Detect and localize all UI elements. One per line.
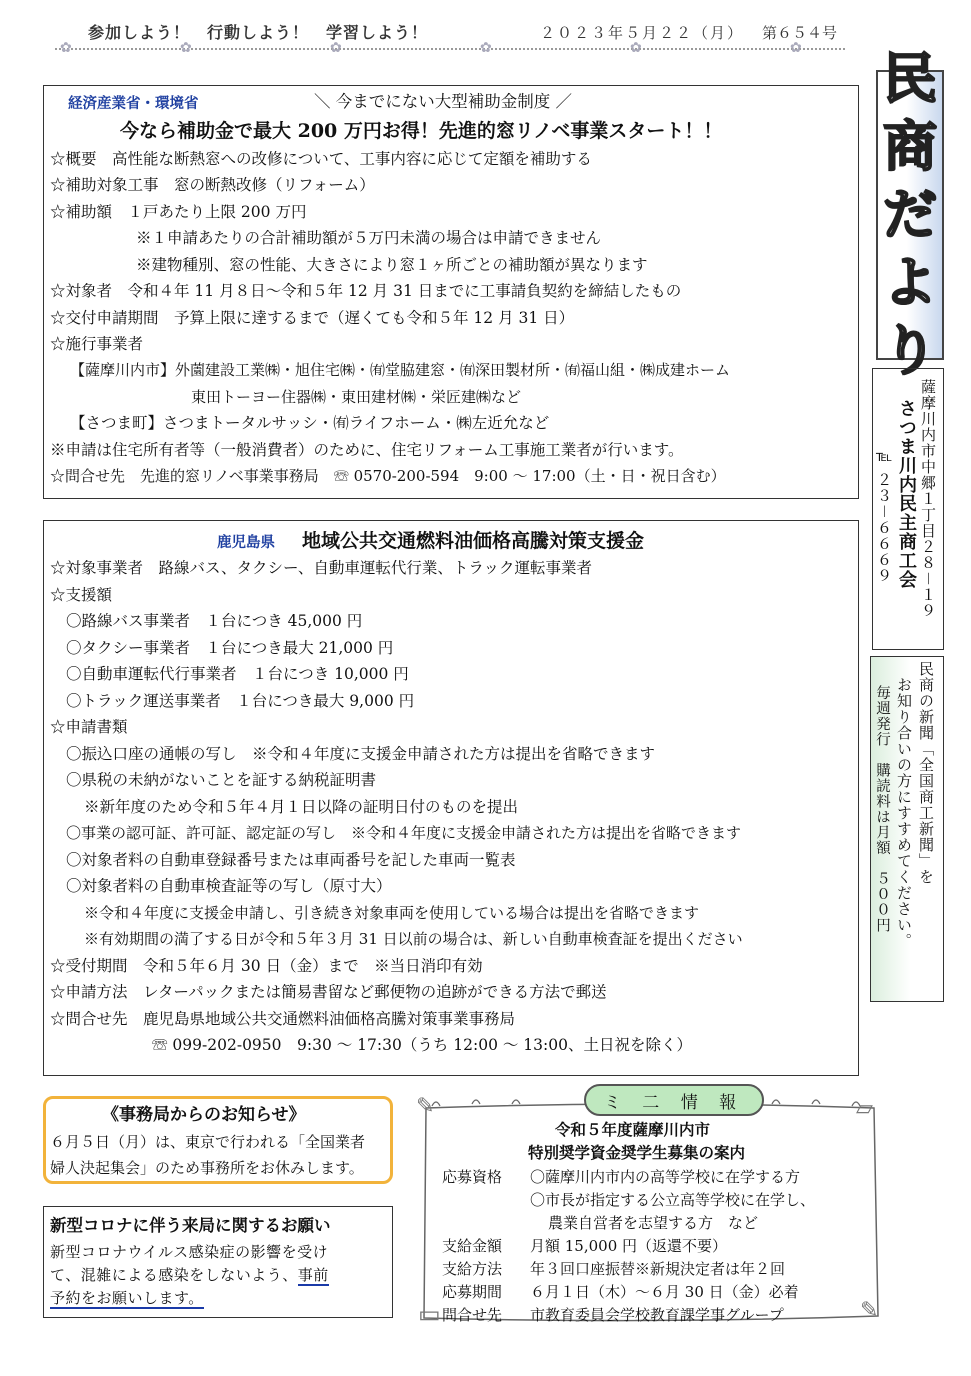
- article2-line: 〇トラック運送事業者 １台につき最大 9,000 円: [66, 692, 415, 710]
- mini-info-title: 特別奨学資金奨学生募集の案内: [528, 1143, 746, 1162]
- masthead-char: 商: [883, 115, 937, 178]
- issue-number: 第６５４号: [762, 24, 838, 42]
- mini-info-label: 問合せ先: [442, 1306, 503, 1324]
- covid-notice: [43, 1206, 393, 1318]
- mini-info-title: 令和５年度薩摩川内市: [555, 1120, 711, 1139]
- article2-line: ☏ 099-202-0950 9:30 ～ 17:30（うち 12:00 ～ 13:00、土日祝を除く）: [152, 1036, 692, 1054]
- article2-line: ☆受付期間 令和５年６月 30 日（金）まで ※当日消印有効: [50, 957, 483, 975]
- article2-line: ☆支援額: [50, 586, 113, 604]
- article2-line: 〇振込口座の通帳の写し ※令和４年度に支援金申請された方は提出を省略できます: [66, 745, 656, 763]
- article1-line: ☆問合せ先 先進的窓リノベ事業事務局 ☏ 0570-200-594 9:00 ～ 17:00（土・日・祝日含む）: [50, 467, 726, 485]
- header-slogan: 参加しよう！ 行動しよう！ 学習しよう！: [88, 23, 429, 42]
- article-fuel-support: [43, 520, 859, 1076]
- mini-info-label: 応募資格: [442, 1168, 503, 1186]
- mini-info-badge: ミ 二 情 報: [584, 1084, 764, 1116]
- masthead-char: よ: [883, 251, 937, 314]
- article2-line: ☆申請書類: [50, 718, 128, 736]
- article1-line: 東田トーヨー住器㈱・東田建材㈱・栄匠建㈱など: [191, 388, 522, 406]
- mini-info-value: 年３回口座振替※新規決定者は年２回: [530, 1260, 786, 1278]
- article1-tagline: ＼ 今までにない大型補助金制度 ／: [314, 92, 572, 111]
- article1-line: ☆対象者 令和４年 11 月８日～令和５年 12 月 31 日までに工事請負契約を締結したもの: [50, 282, 682, 300]
- article2-line: 〇路線バス事業者 １台につき 45,000 円: [66, 612, 363, 630]
- mini-info-label: 支給金額: [442, 1237, 503, 1255]
- mini-info-value: 〇薩摩川内市内の高等学校に在学する方: [530, 1168, 801, 1186]
- mini-info-label: 支給方法: [442, 1260, 503, 1278]
- covid-notice-title: 新型コロナに伴う来局に関するお願い: [50, 1216, 331, 1235]
- article1-line: ※１申請あたりの合計補助額が５万円未満の場合は申請できません: [136, 229, 602, 247]
- covid-notice-emphasis: 予約をお願いします。: [50, 1289, 204, 1307]
- issue-date: ２０２３年５月２２（月）: [540, 24, 745, 42]
- mini-info-label: 応募期間: [442, 1283, 503, 1301]
- mini-info-value: 〇市長が指定する公立高等学校に在学し、: [530, 1191, 816, 1209]
- article1-line: ※申請は住宅所有者等（一般消費者）のために、住宅リフォーム工事施工業者が行います。: [50, 441, 684, 459]
- article1-line: 【薩摩川内市】外薗建設工業㈱・旭住宅㈱・㈲堂脇建窓・㈲深田製材所・㈲福山組・㈱成建ホーム: [70, 361, 731, 379]
- pencil-icon: ✎: [860, 1298, 879, 1323]
- article1-line: ☆補助額 １戸あたり上限 200 万円: [50, 203, 307, 221]
- article2-line: 〇県税の未納がないことを証する納税証明書: [66, 771, 377, 789]
- covid-notice-emphasis: 事前: [297, 1266, 329, 1284]
- article1-line: ☆交付申請期間 予算上限に達するまで（遅くても令和５年 12 月 31 日）: [50, 309, 575, 327]
- office-notice-title: 《事務局からのお知らせ》: [102, 1105, 306, 1125]
- article1-headline: 今なら補助金で最大 200 万円お得！先進的窓リノベ事業スタート！！: [120, 120, 723, 142]
- publisher-address: 薩摩川内市中郷１丁目２８－１９: [919, 379, 937, 620]
- office-notice-line: 婦人決起集会」のため事務所をお休みします。: [50, 1159, 364, 1177]
- notebook-icon: ▭: [418, 1300, 441, 1328]
- notebook-icon: ▱: [856, 1096, 873, 1121]
- flower-icon: ✿: [630, 40, 642, 56]
- newspaper-promo: [870, 656, 944, 1002]
- article2-line: ☆問合せ先 鹿児島県地域公共交通燃料油価格高騰対策事業事務局: [50, 1010, 516, 1028]
- masthead-char: り: [883, 319, 937, 382]
- flower-icon: ✿: [480, 40, 492, 56]
- article2-line: 〇事業の認可証、許可証、認定証の写し ※令和４年度に支援金申請された方は提出を省略できます: [66, 824, 742, 842]
- promo-line: 毎週発行 購読料は月額 ５００円: [874, 685, 890, 933]
- article2-line: 〇対象者料の自動車登録番号または車両番号を記した車両一覧表: [66, 851, 516, 869]
- article2-line: 〇タクシー事業者 １台につき最大 21,000 円: [66, 639, 394, 657]
- covid-notice-line: 新型コロナウイルス感染症の影響を受け: [50, 1243, 329, 1261]
- flower-icon: ✿: [790, 40, 802, 56]
- article2-headline: 地域公共交通燃料油価格高騰対策支援金: [302, 530, 645, 552]
- mini-info-value: 月額 15,000 円（返還不要）: [530, 1237, 728, 1255]
- article1-ministry: 経済産業省・環境省: [68, 96, 199, 112]
- article2-prefecture: 鹿児島県: [217, 535, 275, 551]
- covid-notice-line: て、混雑による感染をしないよう、: [50, 1266, 298, 1284]
- article1-line: ※建物種別、窓の性能、大きさにより窓１ヶ所ごとの補助額が異なります: [136, 256, 648, 274]
- article2-line: 〇対象者料の自動車検査証等の写し（原寸大）: [66, 877, 392, 895]
- article2-line: 〇自動車運転代行事業者 １台につき 10,000 円: [66, 665, 409, 683]
- publisher-tel: ℡ ２３－６６６９: [875, 447, 893, 584]
- office-notice: [43, 1096, 393, 1184]
- masthead-char: だ: [883, 183, 937, 246]
- masthead-char: 民: [883, 47, 937, 110]
- office-notice-line: ６月５日（月）は、東京で行われる「全国業者: [50, 1133, 366, 1151]
- article1-line: ☆補助対象工事 窓の断熱改修（リフォーム）: [50, 176, 375, 194]
- article2-line: ※有効期間の満了する日が令和５年３月 31 日以前の場合は、新しい自動車検査証を提出ください: [84, 930, 743, 948]
- publisher-box: [872, 368, 944, 650]
- article2-line: ☆申請方法 レターパックまたは簡易書留など郵便物の追跡ができる方法で郵送: [50, 983, 607, 1001]
- mini-info-value: 市教育委員会学校教育課学事グループ: [530, 1306, 784, 1324]
- header-divider: [55, 48, 845, 50]
- pencil-icon: ✎: [416, 1094, 435, 1119]
- masthead-title: [876, 47, 944, 382]
- article1-line: ☆施行事業者: [50, 335, 144, 353]
- article1-line: 【さつま町】さつまトータルサッシ・㈲ライフホーム・㈱左近允など: [70, 414, 550, 432]
- flower-icon: ✿: [180, 40, 192, 56]
- promo-line: 民商の新聞「全国商工新聞」を: [917, 661, 935, 885]
- article2-line: ☆対象事業者 路線バス、タクシー、自動車運転代行業、トラック運転事業者: [50, 559, 593, 577]
- flower-icon: ✿: [60, 40, 72, 56]
- mini-info-value: 農業自営者を志望する方 など: [548, 1214, 759, 1232]
- promo-line: お知り合いの方にすすめてください。: [895, 677, 913, 949]
- mini-info-value: ６月１日（木）～６月 30 日（金）必着: [530, 1283, 799, 1301]
- article2-line: ※新年度のため令和５年４月１日以降の証明日付のものを提出: [84, 798, 519, 816]
- article1-line: ☆概要 高性能な断熱窓への改修について、工事内容に応じて定額を補助する: [50, 150, 592, 168]
- article-window-subsidy: [43, 85, 859, 499]
- article2-line: ※令和４年度に支援金申請し、引き続き対象車両を使用している場合は提出を省略できます: [84, 904, 700, 922]
- flower-icon: ✿: [330, 40, 342, 56]
- publisher-name: さつま川内民主商工会: [896, 399, 917, 589]
